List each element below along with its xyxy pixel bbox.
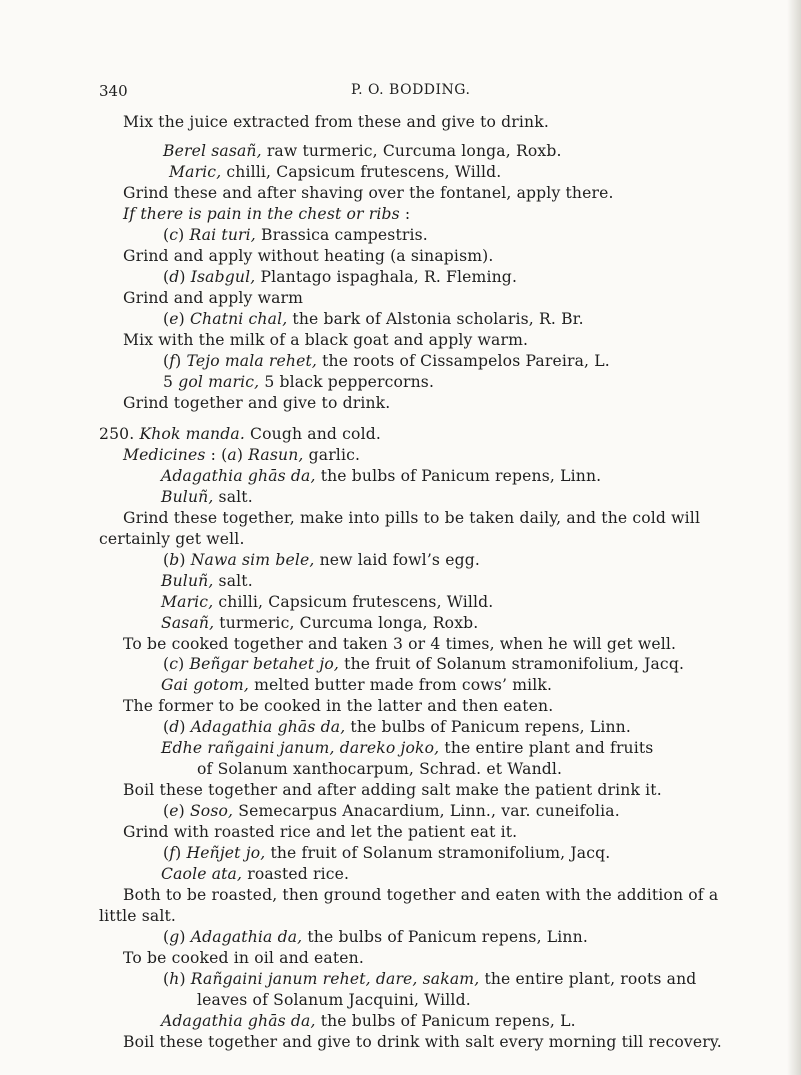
text-segment: leaves of Solanum Jacquini, Willd.	[197, 991, 471, 1009]
text-segment: (	[163, 352, 170, 370]
text-line	[161, 466, 601, 486]
text-segment: 5	[163, 373, 179, 391]
italic-segment: gol maric,	[178, 373, 260, 391]
text-line	[123, 204, 410, 224]
text-line	[163, 969, 696, 989]
text-segment: )	[175, 844, 187, 862]
text-line	[123, 288, 303, 308]
italic-segment: g	[169, 928, 180, 946]
text-segment: roasted rice.	[242, 865, 350, 883]
italic-segment: f	[169, 352, 176, 370]
text-line	[163, 309, 584, 329]
text-segment: Plantago ispaghala, R. Fleming.	[255, 268, 518, 286]
text-segment: the bulbs of Panicum repens, Linn.	[345, 718, 631, 736]
italic-segment: Rañgaini janum rehet, dare, sakam,	[190, 970, 480, 988]
text-segment: Boil these together and give to drink with salt every morning till recovery.	[123, 1033, 722, 1051]
text-segment: )	[179, 718, 191, 736]
text-line	[163, 267, 517, 287]
text-segment: Grind and apply without heating (a sinapism).	[123, 247, 494, 265]
text-segment: garlic.	[303, 446, 361, 464]
text-line	[197, 759, 562, 779]
text-segment: the entire plant, roots and	[479, 970, 697, 988]
italic-segment: d	[169, 718, 180, 736]
page-header	[0, 82, 801, 106]
text-line	[99, 529, 245, 549]
text-segment: Cough and cold.	[244, 425, 381, 443]
text-segment: )	[179, 928, 191, 946]
text-segment: Semecarpus Anacardium, Linn., var. cuneifolia.	[233, 802, 620, 820]
italic-segment: f	[169, 844, 176, 862]
italic-segment: Nawa sim bele,	[190, 551, 315, 569]
italic-segment: Maric,	[161, 593, 214, 611]
italic-segment: Soso,	[189, 802, 234, 820]
text-segment: little salt.	[99, 907, 176, 925]
text-segment: the bulbs of Panicum repens, L.	[315, 1012, 576, 1030]
text-segment: )	[175, 352, 187, 370]
italic-segment: Tejo mala rehet,	[186, 352, 317, 370]
text-segment: To be cooked together and taken 3 or 4 times, when he will get well.	[123, 635, 677, 653]
text-segment: melted butter made from cows’ milk.	[248, 676, 553, 694]
text-line	[123, 885, 718, 905]
text-line	[163, 717, 631, 737]
text-line	[123, 822, 517, 842]
text-line	[161, 738, 653, 758]
italic-segment: c	[169, 226, 179, 244]
italic-segment: Sasañ,	[161, 614, 215, 632]
text-segment: the fruit of Solanum stramonifolium, Jacq.	[339, 655, 685, 673]
text-segment: the bulbs of Panicum repens, Linn.	[315, 467, 602, 485]
text-line	[123, 508, 700, 528]
text-segment: (	[163, 226, 170, 244]
text-line	[123, 948, 364, 968]
text-segment: )	[178, 802, 190, 820]
text-line	[197, 990, 471, 1010]
italic-segment: Isabgul,	[190, 268, 256, 286]
scan-edge-shadow	[787, 0, 801, 1075]
text-segment: (	[163, 718, 170, 736]
text-line	[123, 634, 676, 654]
text-segment: the entire plant and fruits	[439, 739, 654, 757]
text-line	[123, 445, 360, 465]
italic-segment: Buluñ,	[161, 488, 214, 506]
text-segment: (	[163, 802, 170, 820]
text-line	[163, 927, 588, 947]
italic-segment: a	[227, 446, 237, 464]
text-segment: (	[163, 551, 170, 569]
italic-segment: Rai turi,	[189, 226, 256, 244]
italic-segment: Caole ata,	[161, 865, 243, 883]
text-line	[161, 571, 253, 591]
text-segment: Both to be roasted, then ground together and eaten with the addition of a	[123, 886, 719, 904]
text-segment: chilli, Capsicum frutescens, Willd.	[221, 163, 502, 181]
text-segment: )	[179, 268, 191, 286]
text-line	[161, 613, 478, 633]
text-segment: )	[178, 310, 190, 328]
text-line	[163, 654, 684, 674]
text-segment: 5 black peppercorns.	[259, 373, 435, 391]
text-line	[123, 393, 390, 413]
italic-segment: Adagathia ghās da,	[161, 467, 316, 485]
running-head: P. O. BODDING.	[351, 82, 471, 98]
text-line	[99, 424, 381, 444]
text-segment: )	[179, 551, 191, 569]
text-line	[123, 1032, 722, 1052]
text-segment: Mix with the milk of a black goat and apply warm.	[123, 331, 529, 349]
page-number: 340	[99, 82, 128, 100]
text-segment: Grind with roasted rice and let the patient eat it.	[123, 823, 518, 841]
text-line	[169, 162, 501, 182]
italic-segment: Chatni chal,	[189, 310, 288, 328]
text-segment: (	[163, 844, 170, 862]
text-segment: the fruit of Solanum stramonifolium, Jacq.	[265, 844, 611, 862]
text-line	[163, 351, 610, 371]
text-line	[161, 592, 493, 612]
italic-segment: Maric,	[169, 163, 222, 181]
italic-segment: Buluñ,	[161, 572, 214, 590]
text-line	[163, 225, 428, 245]
italic-segment: Beñgar betahet jo,	[189, 655, 340, 673]
text-line	[123, 330, 528, 350]
text-segment: 250.	[99, 425, 140, 443]
text-segment: : (	[205, 446, 228, 464]
text-segment: the bark of Alstonia scholaris, R. Br.	[287, 310, 584, 328]
text-line	[163, 550, 480, 570]
text-segment: )	[178, 655, 190, 673]
italic-segment: Adagathia ghās da,	[161, 1012, 316, 1030]
text-segment: raw turmeric, Curcuma longa, Roxb.	[261, 142, 562, 160]
text-line	[123, 246, 494, 266]
italic-segment: d	[169, 268, 180, 286]
text-segment: the bulbs of Panicum repens, Linn.	[302, 928, 588, 946]
italic-segment: Berel sasañ,	[163, 142, 262, 160]
text-line	[99, 906, 176, 926]
text-segment: (	[163, 970, 170, 988]
text-line	[163, 372, 434, 392]
text-line	[161, 487, 253, 507]
text-segment: )	[178, 226, 190, 244]
text-line	[123, 183, 614, 203]
text-segment: Grind these and after shaving over the fontanel, apply there.	[123, 184, 614, 202]
italic-segment: Medicines	[123, 446, 206, 464]
text-segment: certainly get well.	[99, 530, 245, 548]
text-segment: Grind these together, make into pills to be taken daily, and the cold will	[123, 509, 701, 527]
text-segment: the roots of Cissampelos Pareira, L.	[317, 352, 610, 370]
text-segment: :	[399, 205, 411, 223]
text-segment: Grind and apply warm	[123, 289, 304, 307]
text-segment: salt.	[213, 488, 253, 506]
italic-segment: c	[169, 655, 179, 673]
italic-segment: b	[169, 551, 180, 569]
text-line	[123, 780, 662, 800]
italic-segment: Gai gotom,	[161, 676, 249, 694]
text-segment: turmeric, Curcuma longa, Roxb.	[214, 614, 479, 632]
text-line	[123, 696, 553, 716]
italic-segment: If there is pain in the chest or ribs	[123, 205, 400, 223]
text-segment: Grind together and give to drink.	[123, 394, 391, 412]
text-segment: Brassica campestris.	[255, 226, 428, 244]
text-segment: Mix the juice extracted from these and give to drink.	[123, 113, 549, 131]
text-segment: The former to be cooked in the latter and then eaten.	[123, 697, 554, 715]
text-segment: (	[163, 928, 170, 946]
text-segment: of Solanum xanthocarpum, Schrad. et Wandl.	[197, 760, 563, 778]
italic-segment: Heñjet jo,	[186, 844, 266, 862]
text-segment: (	[163, 310, 170, 328]
italic-segment: h	[169, 970, 180, 988]
italic-segment: Khok manda.	[139, 425, 245, 443]
italic-segment: Rasun,	[248, 446, 304, 464]
text-line	[163, 843, 610, 863]
text-line	[161, 1011, 576, 1031]
text-line	[163, 141, 562, 161]
text-line	[161, 864, 349, 884]
italic-segment: Adagathia da,	[190, 928, 303, 946]
text-segment: )	[179, 970, 191, 988]
text-segment: chilli, Capsicum frutescens, Willd.	[213, 593, 494, 611]
italic-segment: Edhe rañgaini janum, dareko joko,	[161, 739, 440, 757]
text-segment: Boil these together and after adding salt make the patient drink it.	[123, 781, 662, 799]
text-line	[163, 801, 620, 821]
text-segment: salt.	[213, 572, 253, 590]
italic-segment: e	[169, 802, 179, 820]
text-segment: new laid fowl’s egg.	[314, 551, 480, 569]
italic-segment: e	[169, 310, 179, 328]
text-segment: (	[163, 268, 170, 286]
text-segment: To be cooked in oil and eaten.	[123, 949, 364, 967]
text-segment: )	[236, 446, 249, 464]
italic-segment: Adagathia ghās da,	[190, 718, 346, 736]
text-segment: (	[163, 655, 170, 673]
text-line	[161, 675, 552, 695]
text-line	[123, 112, 549, 132]
